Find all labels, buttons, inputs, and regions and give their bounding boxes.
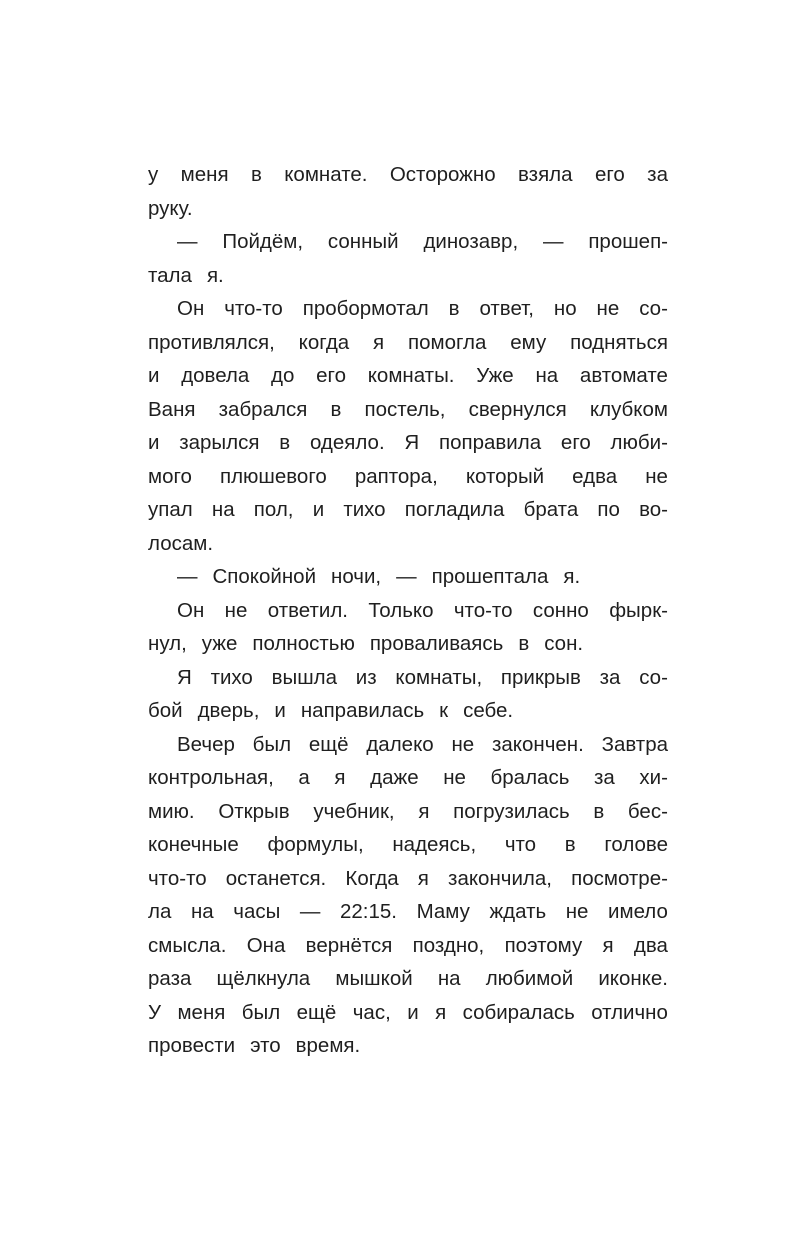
text-line: ла на часы — 22:15. Маму ждать не имело	[148, 900, 668, 923]
text-line: мию. Открыв учебник, я погрузилась в бес-	[148, 799, 668, 823]
text-line: бой дверь, и направилась к себе.	[148, 699, 514, 722]
text-line: Вечер был ещё далеко не закончен. Завтра	[177, 732, 668, 756]
text-line: У меня был ещё час, и я собиралась отлично	[148, 1000, 668, 1024]
text-line: контрольная, а я даже не бралась за хи-	[148, 766, 668, 789]
text-line: и зарылся в одеяло. Я поправила его люби-	[148, 431, 668, 454]
text-line: мого плюшевого раптора, который едва не	[148, 464, 668, 488]
text-line: и довела до его комнаты. Уже на автомате	[148, 364, 668, 387]
text-line: нул, уже полностью проваливаясь в сон.	[148, 632, 584, 655]
text-line: Он не ответил. Только что-то сонно фырк-	[177, 598, 668, 622]
text-line: раза щёлкнула мышкой на любимой иконке.	[148, 967, 668, 990]
text-line: Ваня забрался в постель, свернулся клубком	[148, 397, 668, 421]
text-line: у меня в комнате. Осторожно взяла его за	[148, 163, 668, 186]
text-line: что-то останется. Когда я закончила, посмотре-	[148, 866, 668, 890]
text-line: конечные формулы, надеясь, что в голове	[148, 833, 668, 856]
text-line: смысла. Она вернётся поздно, поэтому я два	[148, 933, 668, 957]
text-line: Я тихо вышла из комнаты, прикрыв за со-	[177, 665, 668, 689]
text-line: упал на пол, и тихо погладила брата по во-	[148, 498, 668, 521]
text-line: — Спокойной ночи, — прошептала я.	[177, 565, 581, 588]
text-line: Он что-то пробормотал в ответ, но не со-	[177, 297, 668, 320]
text-line: лосам.	[148, 531, 214, 555]
text-line: провести это время.	[148, 1034, 361, 1057]
text-line: руку.	[148, 196, 193, 220]
text-line: тала я.	[148, 263, 224, 287]
text-line: противлялся, когда я помогла ему подняться	[148, 330, 668, 354]
text-line: — Пойдём, сонный динозавр, — прошеп-	[177, 230, 668, 253]
